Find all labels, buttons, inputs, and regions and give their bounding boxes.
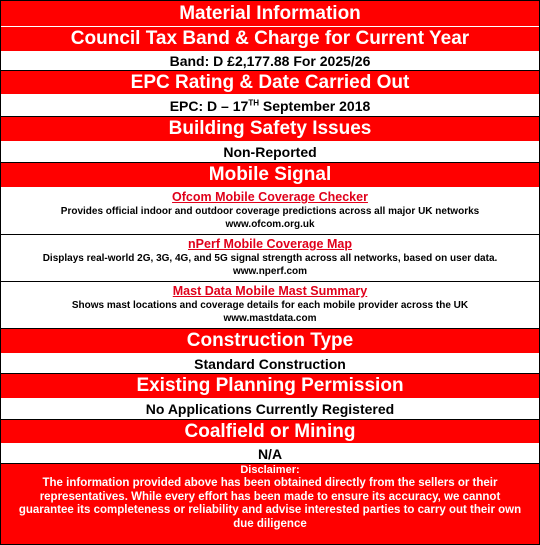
construction-value: Standard Construction bbox=[194, 355, 346, 372]
council-tax-header bbox=[1, 27, 539, 52]
mobile-item-description: Shows mast locations and coverage details for each mobile provider across the UK bbox=[71, 300, 469, 311]
council-tax-value-row bbox=[1, 52, 539, 71]
epc-value-ordinal: TH bbox=[248, 97, 259, 107]
council-tax-value: Band: D £2,177.88 For 2025/26 bbox=[169, 53, 371, 69]
building-safety-value-row bbox=[1, 142, 539, 163]
coalfield-value-row bbox=[1, 444, 539, 464]
coalfield-title: Coalfield or Mining bbox=[184, 420, 356, 442]
epc-value-suffix: September 2018 bbox=[258, 97, 371, 114]
mobile-item-description: Displays real-world 2G, 3G, 4G, and 5G signal strength across all networks, based on user data. bbox=[42, 253, 498, 264]
mobile-item-ofcom bbox=[1, 188, 539, 235]
epc-title: EPC Rating & Date Carried Out bbox=[130, 71, 410, 93]
mobile-signal-header bbox=[1, 163, 539, 188]
planning-value: No Applications Currently Registered bbox=[145, 401, 395, 417]
building-safety-title: Building Safety Issues bbox=[168, 118, 372, 139]
disclaimer-text: The information provided above has been obtained directly from the sellers or their representatives. While every effort has been made to ensure its accuracy, we cannot guarantee its completeness or reliability and advise interested parties to carry out their own due diligence bbox=[18, 477, 522, 530]
building-safety-header bbox=[1, 117, 539, 142]
planning-header bbox=[1, 374, 539, 399]
mobile-item-nperf bbox=[1, 235, 539, 282]
mobile-item-title-link[interactable]: Ofcom Mobile Coverage Checker bbox=[172, 190, 368, 204]
epc-value-row bbox=[1, 95, 539, 117]
material-information-title: Material Information bbox=[179, 2, 361, 24]
epc-value-prefix: EPC: D – 17 bbox=[169, 97, 249, 114]
disclaimer-title: Disclaimer: bbox=[240, 464, 300, 476]
coalfield-value: N/A bbox=[257, 445, 283, 462]
construction-title: Construction Type bbox=[186, 330, 354, 351]
mobile-item-url[interactable]: www.mastdata.com bbox=[223, 313, 317, 324]
mobile-item-title-link[interactable]: Mast Data Mobile Mast Summary bbox=[172, 284, 368, 298]
council-tax-title: Council Tax Band & Charge for Current Year bbox=[70, 28, 470, 49]
mobile-item-description: Provides official indoor and outdoor coverage predictions across all major UK networks bbox=[60, 206, 480, 217]
mobile-signal-title: Mobile Signal bbox=[208, 164, 332, 185]
construction-header bbox=[1, 329, 539, 354]
epc-header bbox=[1, 71, 539, 95]
epc-value bbox=[170, 98, 371, 114]
building-safety-value: Non-Reported bbox=[223, 144, 317, 160]
disclaimer-block bbox=[1, 464, 539, 544]
mobile-item-mastdata bbox=[1, 282, 539, 329]
mobile-item-url[interactable]: www.ofcom.org.uk bbox=[225, 219, 315, 230]
planning-value-row bbox=[1, 399, 539, 420]
mobile-item-url[interactable]: www.nperf.com bbox=[232, 266, 308, 277]
material-information-header bbox=[1, 1, 539, 27]
planning-title: Existing Planning Permission bbox=[136, 375, 404, 396]
coalfield-header bbox=[1, 420, 539, 444]
mobile-item-title-link[interactable]: nPerf Mobile Coverage Map bbox=[188, 237, 352, 251]
construction-value-row bbox=[1, 354, 539, 374]
